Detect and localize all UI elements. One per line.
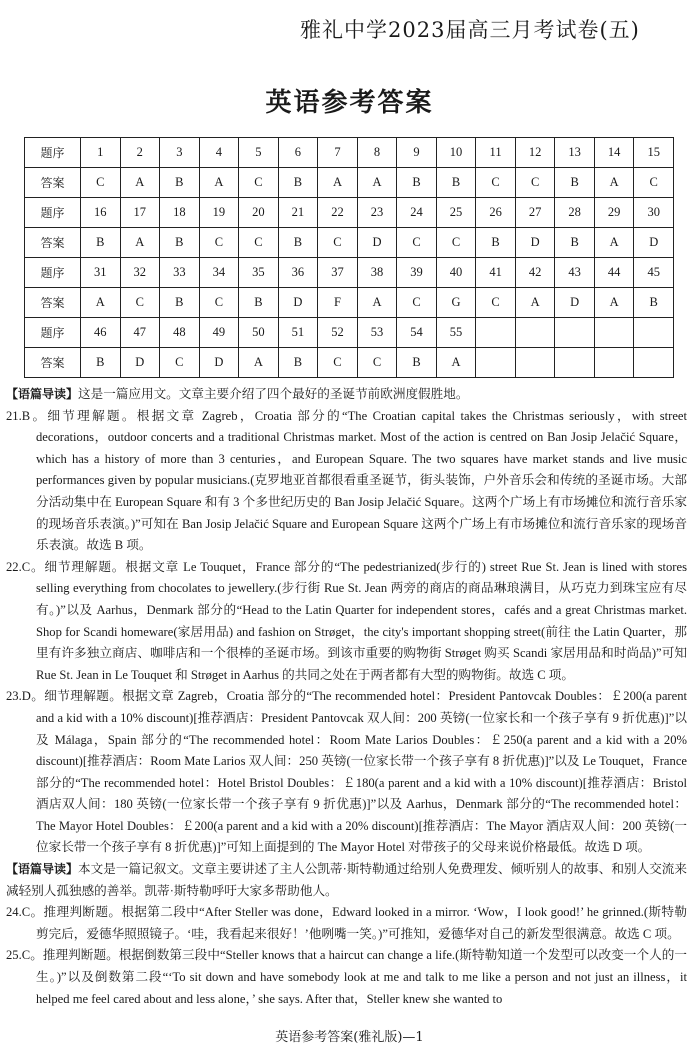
question-number-cell: 54 bbox=[397, 318, 437, 348]
school-exam-title: 雅礼中学2023届高三月考试卷(五) bbox=[300, 18, 640, 42]
answer-cell: C bbox=[397, 228, 437, 258]
answer-explanation-25: 25.C。推理判断题。根据倒数第三段中“Steller knows that a haircut can change a life.(斯特勒知道一个发型可以改变一个人的一生。)”以及倒数第二段“‘To sit down and have somebody look at me and talk to me like a person and not just an illness，it helped me feel cared about and less alone，’ she says. After that，Steller knew she wanted to bbox=[6, 948, 687, 1006]
row-header: 题序 bbox=[25, 138, 81, 168]
answer-cell: C bbox=[476, 288, 516, 318]
answer-cell: C bbox=[160, 348, 200, 378]
row-header: 答案 bbox=[25, 168, 81, 198]
row-header: 题序 bbox=[25, 318, 81, 348]
answer-cell: B bbox=[476, 228, 516, 258]
answer-cell: C bbox=[357, 348, 397, 378]
question-number-cell: 10 bbox=[436, 138, 476, 168]
question-number-cell: 17 bbox=[120, 198, 160, 228]
question-number-cell: 13 bbox=[555, 138, 595, 168]
question-number-cell: 27 bbox=[515, 198, 555, 228]
explanations bbox=[6, 384, 687, 1010]
answer-cell bbox=[476, 348, 516, 378]
question-number-cell: 52 bbox=[318, 318, 358, 348]
guide-text: 本文是一篇记叙文。文章主要讲述了主人公凯蒂·斯特勒通过给别人免费理发、倾听别人的故事、和别人交流来减轻别人孤独感的善举。凯蒂·斯特勒呼吁大家多帮助他人。 bbox=[6, 862, 687, 898]
answer-cell: D bbox=[357, 228, 397, 258]
answer-cell: A bbox=[436, 348, 476, 378]
question-number-cell: 36 bbox=[278, 258, 318, 288]
answer-cell: B bbox=[278, 348, 318, 378]
question-number-cell: 20 bbox=[239, 198, 279, 228]
question-number-cell: 42 bbox=[515, 258, 555, 288]
answer-cell: C bbox=[239, 228, 279, 258]
answer-explanation-21: 21.B。细节理解题。根据文章 Zagreb，Croatia 部分的“The Croatian capital takes the Christmas seriously，with street decorations，outdoor concerts and a traditional Christmas market. Most of the action is centred on Ban Josip Jelačić Square，which has a history of more than 3 centuries，and European Square. The two squares have market stands and live music performances given by popular musicians.(克罗地亚首都很看重圣诞节，街头装饰，户外音乐会和传统的圣诞市场。大部分活动集中在 European Square 和有 3 个多世纪历史的 Ban Josip Jelačić Square。这两个广场上有市场摊位和流行音乐家的现场音乐表演。)”可知在 Ban Josip Jelačić Square and European Square 这两个广场上有市场摊位和流行音乐家的现场音乐表演。故选 B 项。 bbox=[6, 408, 687, 553]
question-number-cell: 45 bbox=[634, 258, 674, 288]
question-number-cell: 23 bbox=[357, 198, 397, 228]
question-number-cell: 35 bbox=[239, 258, 279, 288]
answer-cell: B bbox=[278, 168, 318, 198]
answer-cell: D bbox=[515, 228, 555, 258]
question-number-cell: 29 bbox=[594, 198, 634, 228]
question-number-cell: 9 bbox=[397, 138, 437, 168]
answer-cell: C bbox=[239, 168, 279, 198]
answer-cell: B bbox=[397, 348, 437, 378]
question-number-cell: 7 bbox=[318, 138, 358, 168]
question-number-cell: 11 bbox=[476, 138, 516, 168]
answer-cell: B bbox=[634, 288, 674, 318]
question-number-cell: 8 bbox=[357, 138, 397, 168]
answer-cell: D bbox=[634, 228, 674, 258]
answer-cell bbox=[634, 348, 674, 378]
question-number-cell: 21 bbox=[278, 198, 318, 228]
answer-cell: A bbox=[594, 228, 634, 258]
question-number-cell: 2 bbox=[120, 138, 160, 168]
question-number-cell: 28 bbox=[555, 198, 595, 228]
question-number-row bbox=[25, 198, 674, 228]
answer-cell: C bbox=[476, 168, 516, 198]
answer-cell: B bbox=[160, 228, 200, 258]
question-number-cell: 47 bbox=[120, 318, 160, 348]
answer-row bbox=[25, 348, 674, 378]
answer-cell: C bbox=[199, 228, 239, 258]
page-footer: 英语参考答案(雅礼版)—1 bbox=[275, 1030, 424, 1045]
question-number-cell: 48 bbox=[160, 318, 200, 348]
answer-cell: A bbox=[120, 168, 160, 198]
answer-cell: A bbox=[239, 348, 279, 378]
question-number-cell: 24 bbox=[397, 198, 437, 228]
answer-cell bbox=[555, 348, 595, 378]
question-number-cell bbox=[594, 318, 634, 348]
answer-row bbox=[25, 168, 674, 198]
answer-table bbox=[24, 137, 674, 378]
question-number-cell: 33 bbox=[160, 258, 200, 288]
question-number-cell: 43 bbox=[555, 258, 595, 288]
answer-cell: C bbox=[634, 168, 674, 198]
answer-cell: F bbox=[318, 288, 358, 318]
answer-cell: G bbox=[436, 288, 476, 318]
question-number-row bbox=[25, 138, 674, 168]
question-number-cell bbox=[634, 318, 674, 348]
answer-cell: D bbox=[199, 348, 239, 378]
answer-cell: B bbox=[555, 168, 595, 198]
question-number-cell: 30 bbox=[634, 198, 674, 228]
answer-cell: A bbox=[357, 168, 397, 198]
answer-explanation-23: 23.D。细节理解题。根据文章 Zagreb，Croatia 部分的“The recommended hotel：President Pantovcak Doubles：￡200(a parent and a kid with a 10% discount)[推荐酒店：President Pantovcak 双人间：200 英镑(一位家长和一个孩子享有 9 折优惠)]”以及 Málaga，Spain 部分的“The recommended hotel：Room Mate Larios Doubles：￡250(a parent and a kid with a 20% discount)[推荐酒店：Room Mate Larios 双人间：250 英镑(一位家长带一个孩子享有 8 折优惠)]”以及 Le Touquet，France 部分的“The recommended hotel：Hotel Bristol Doubles：￡180(a parent and a kid with a 10% discount)[推荐酒店：Bristol 酒店双人间：180 英镑(一位家长带一个孩子享有 9 折优惠)]”以及 Aarhus，Denmark 部分的“The recommended hotel：The Mayor Hotel Doubles：￡200(a parent and a kid with a 20% discount)[推荐酒店：The Mayor 酒店双人间：200 英镑(一位家长带一个孩子享有 8 折优惠)]”可知上面提到的 The Mayor Hotel 对带孩子的父母来说价格最低。故选 D 项。 bbox=[6, 689, 687, 855]
answer-cell: D bbox=[278, 288, 318, 318]
answer-cell: A bbox=[81, 288, 121, 318]
question-number-cell: 51 bbox=[278, 318, 318, 348]
question-number-cell: 39 bbox=[397, 258, 437, 288]
row-header: 答案 bbox=[25, 288, 81, 318]
question-number-cell: 41 bbox=[476, 258, 516, 288]
answer-cell: C bbox=[436, 228, 476, 258]
question-number-cell: 38 bbox=[357, 258, 397, 288]
answer-cell: A bbox=[120, 228, 160, 258]
question-number-cell: 6 bbox=[278, 138, 318, 168]
answer-row bbox=[25, 288, 674, 318]
guide-label: 【语篇导读】 bbox=[6, 387, 79, 401]
question-number-cell: 12 bbox=[515, 138, 555, 168]
answer-cell: B bbox=[555, 228, 595, 258]
answer-cell: B bbox=[278, 228, 318, 258]
row-header: 答案 bbox=[25, 228, 81, 258]
answer-cell: A bbox=[594, 168, 634, 198]
question-number-cell: 49 bbox=[199, 318, 239, 348]
passage-guide bbox=[6, 859, 687, 902]
answer-explanation-24: 24.C。推理判断题。根据第二段中“After Steller was done，Edward looked in a mirror. ‘Wow，I look good!’ he grinned.(斯特勒剪完后，爱德华照照镜子。‘哇，我看起来很好！’他咧嘴一笑。)”可推知，爱德华对自己的新发型很满意。故选 C 项。 bbox=[6, 905, 687, 941]
answer-cell: C bbox=[120, 288, 160, 318]
question-number-cell: 22 bbox=[318, 198, 358, 228]
question-number-cell: 55 bbox=[436, 318, 476, 348]
question-number-cell: 15 bbox=[634, 138, 674, 168]
question-number-cell: 37 bbox=[318, 258, 358, 288]
answer-cell: C bbox=[515, 168, 555, 198]
question-number-cell bbox=[515, 318, 555, 348]
answer-cell: A bbox=[318, 168, 358, 198]
question-number-cell: 3 bbox=[160, 138, 200, 168]
answer-cell: B bbox=[397, 168, 437, 198]
answer-cell: B bbox=[81, 228, 121, 258]
guide-text: 这是一篇应用文。文章主要介绍了四个最好的圣诞节前欧洲度假胜地。 bbox=[78, 387, 469, 401]
question-number-cell: 5 bbox=[239, 138, 279, 168]
answer-cell: D bbox=[555, 288, 595, 318]
question-number-row bbox=[25, 258, 674, 288]
answer-cell: B bbox=[160, 288, 200, 318]
answer-cell: B bbox=[436, 168, 476, 198]
question-number-cell bbox=[476, 318, 516, 348]
answer-cell: A bbox=[199, 168, 239, 198]
question-number-cell: 46 bbox=[81, 318, 121, 348]
question-number-cell: 16 bbox=[81, 198, 121, 228]
answer-cell bbox=[515, 348, 555, 378]
question-number-cell: 34 bbox=[199, 258, 239, 288]
answer-cell: B bbox=[239, 288, 279, 318]
question-number-cell: 1 bbox=[81, 138, 121, 168]
question-number-cell: 40 bbox=[436, 258, 476, 288]
answer-cell: C bbox=[81, 168, 121, 198]
row-header: 题序 bbox=[25, 258, 81, 288]
answer-cell bbox=[594, 348, 634, 378]
question-number-cell: 53 bbox=[357, 318, 397, 348]
question-number-cell: 50 bbox=[239, 318, 279, 348]
passage-guide bbox=[6, 384, 687, 406]
answer-row bbox=[25, 228, 674, 258]
answer-cell: B bbox=[81, 348, 121, 378]
answer-cell: C bbox=[318, 228, 358, 258]
question-number-cell: 44 bbox=[594, 258, 634, 288]
answer-cell: A bbox=[357, 288, 397, 318]
question-number-cell: 18 bbox=[160, 198, 200, 228]
row-header: 答案 bbox=[25, 348, 81, 378]
question-number-cell: 31 bbox=[81, 258, 121, 288]
question-number-cell: 14 bbox=[594, 138, 634, 168]
answer-cell: D bbox=[120, 348, 160, 378]
question-number-row bbox=[25, 318, 674, 348]
answer-cell: C bbox=[318, 348, 358, 378]
answer-cell: A bbox=[594, 288, 634, 318]
answer-cell: A bbox=[515, 288, 555, 318]
answer-cell: B bbox=[160, 168, 200, 198]
page-title: 英语参考答案 bbox=[265, 88, 434, 118]
answer-cell: C bbox=[397, 288, 437, 318]
row-header: 题序 bbox=[25, 198, 81, 228]
question-number-cell: 26 bbox=[476, 198, 516, 228]
question-number-cell: 4 bbox=[199, 138, 239, 168]
guide-label: 【语篇导读】 bbox=[6, 862, 79, 877]
question-number-cell bbox=[555, 318, 595, 348]
answer-cell: C bbox=[199, 288, 239, 318]
question-number-cell: 19 bbox=[199, 198, 239, 228]
question-number-cell: 32 bbox=[120, 258, 160, 288]
answer-explanation-22: 22.C。细节理解题。根据文章 Le Touquet，France 部分的“The pedestrianized(步行的) street Rue St. Jean is lined with stores selling everything from chocolates to jewellery.(步行街 Rue St. Jean 两旁的商店的商品琳琅满目，从巧克力到珠宝应有尽有。)”以及 Aarhus，Denmark 部分的“Head to the Latin Quarter for independent stores，cafés and a great Christmas market. Shop for Scandi homeware(家居用品) and fashion on Strøget，the city's important shopping street(前往 the Latin Quarter，那里有许多独立商店、咖啡店和一个很棒的圣诞市场。到该市重要的购物街 Strøget 购买 Scandi 家居用品和时尚品)”可知 Rue St. Jean in Le Touquet 和 Strøget in Aarhus 的共同之处在于两者都有大型的购物街。故选 C 项。 bbox=[6, 559, 687, 682]
question-number-cell: 25 bbox=[436, 198, 476, 228]
